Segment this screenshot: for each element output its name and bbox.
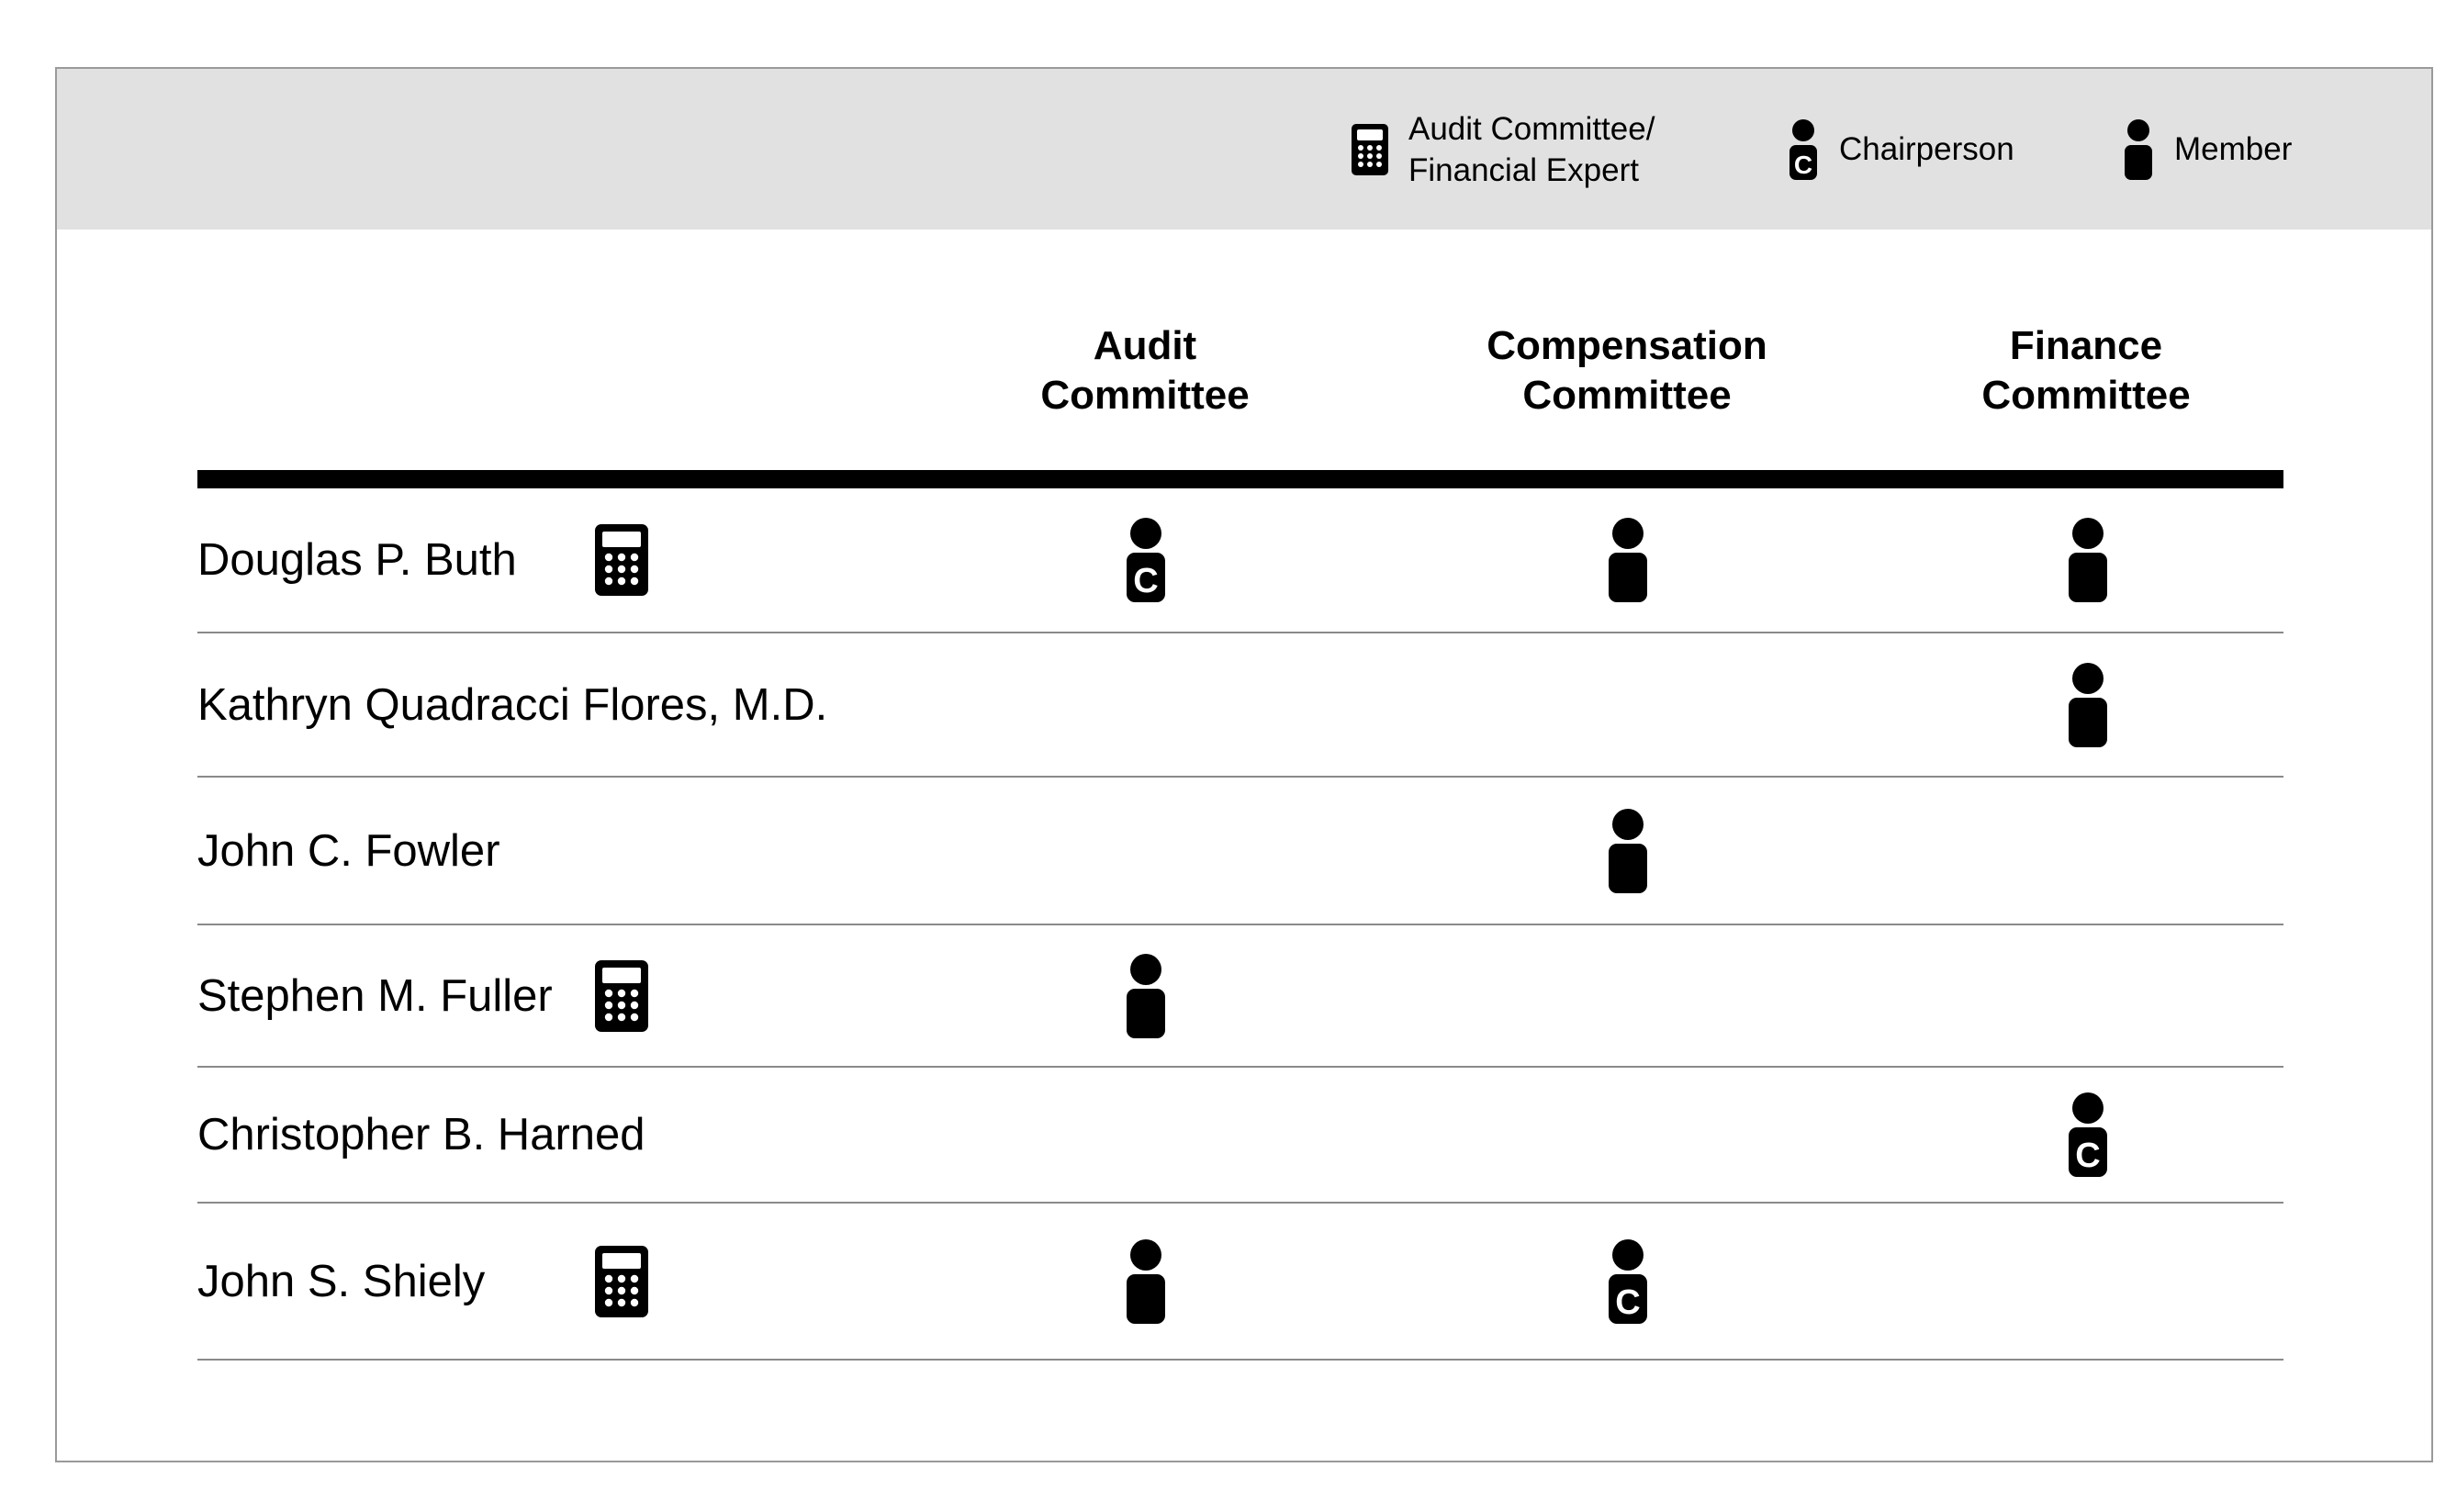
legend-expert-label: Audit Committee/ Financial Expert (1408, 110, 1655, 188)
column-header-finance: Finance Committee (1981, 323, 2191, 418)
table-row (197, 925, 2283, 1068)
svg-text:C: C (2075, 1137, 2101, 1175)
member-icon (2123, 119, 2154, 180)
svg-text:C: C (1133, 562, 1159, 600)
director-name: Kathryn Quadracci Flores, M.D. (197, 679, 828, 730)
column-header-audit: Audit Committee (1040, 323, 1250, 418)
director-name: John C. Fowler (197, 825, 500, 876)
legend-member-label: Member (2174, 131, 2293, 167)
director-name: Stephen M. Fuller (197, 970, 553, 1021)
member-icon (2033, 633, 2143, 776)
table-row (197, 1204, 2283, 1361)
table-row (197, 633, 2283, 778)
member-icon (2033, 488, 2143, 632)
director-name: Christopher B. Harned (197, 1110, 645, 1159)
chairperson-icon (1573, 1204, 1683, 1359)
calculator-icon (589, 925, 654, 1066)
legend-chair (1788, 69, 2014, 230)
chairperson-icon (2033, 1068, 2143, 1202)
legend-expert (1352, 69, 1702, 230)
svg-text:C: C (1793, 150, 1813, 179)
calculator-icon (589, 1204, 654, 1359)
calculator-icon (589, 488, 654, 632)
table-row (197, 778, 2283, 925)
member-icon (1573, 488, 1683, 632)
calculator-icon (1352, 124, 1388, 175)
member-icon (1091, 925, 1201, 1066)
committee-table-frame (55, 67, 2433, 1462)
legend-chair-label: Chairperson (1839, 131, 2014, 167)
director-name: John S. Shiely (197, 1256, 486, 1306)
header-rule (197, 470, 2283, 488)
legend-bar (57, 69, 2431, 230)
svg-text:C: C (1615, 1282, 1641, 1322)
chairperson-icon (1788, 119, 1819, 180)
legend-member (2123, 69, 2292, 230)
table-row (197, 488, 2283, 633)
chairperson-icon (1091, 488, 1201, 632)
member-icon (1573, 778, 1683, 924)
member-icon (1091, 1204, 1201, 1359)
director-name: Douglas P. Buth (197, 535, 517, 585)
table-row (197, 1068, 2283, 1204)
column-header-compensation: Compensation Committee (1487, 323, 1767, 418)
